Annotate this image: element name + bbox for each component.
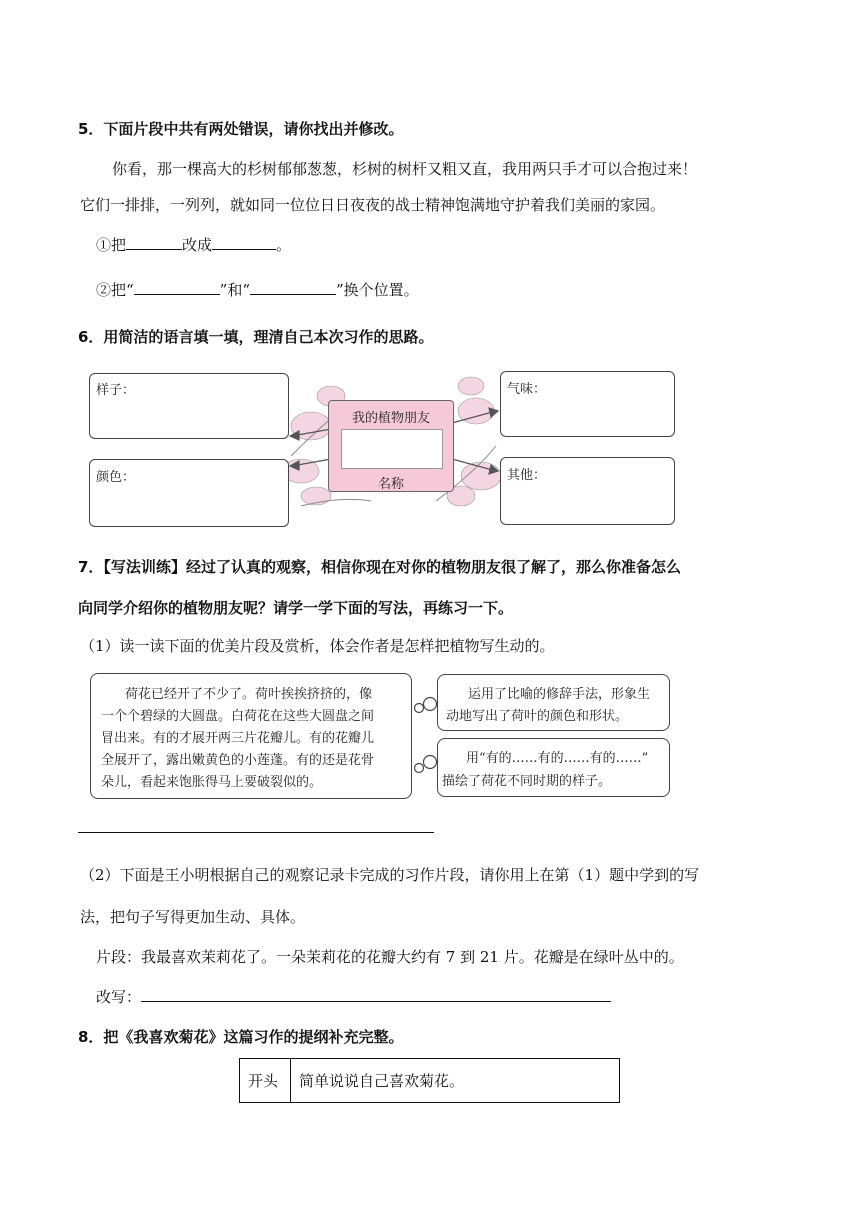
q6-title: 6．用简洁的语言填一填，理清自己本次习作的思路。 (78, 328, 434, 346)
q5-paragraph-line2: 它们一排排，一列列，就如同一位位日日夜夜的战士精神饱满地守护着我们美丽的家园。 (80, 196, 666, 214)
box-other-label: 其他： (507, 468, 547, 483)
box-other[interactable] (500, 457, 675, 525)
fix1-blank-to[interactable] (212, 235, 276, 250)
passage-box (90, 673, 412, 799)
table-row (240, 1059, 620, 1103)
note-parallel-line: 用“有的……有的……有的……” (466, 751, 649, 766)
q7-sub2-line1: （2）下面是王小明根据自己的观察记录卡完成的习作片段，请你用上在第（1）题中学到的写 (80, 866, 700, 884)
fix1-prefix: ①把 (96, 236, 127, 254)
outline-row-content[interactable]: 简单说说自己喜欢菊花。 (291, 1059, 620, 1103)
q7-rewrite (96, 986, 611, 1007)
q7-title-line1: 7．【写法训练】经过了认真的观察，相信你现在对你的植物朋友很了解了，那么你准备怎么 (78, 558, 681, 576)
q8-title: 8．把《我喜欢菊花》这篇习作的提纲补充完整。 (78, 1028, 404, 1046)
passage-line: 冒出来。有的才展开两三片花瓣儿。有的花瓣儿 (101, 731, 375, 746)
box-smell[interactable] (500, 371, 675, 437)
q7-sub1: （1）读一读下面的优美片段及赏析，体会作者是怎样把植物写生动的。 (80, 637, 555, 655)
box-color-label: 颜色： (96, 470, 136, 485)
passage-line: 朵儿，看起来饱胀得马上要破裂似的。 (101, 775, 323, 790)
rewrite-blank[interactable] (141, 987, 611, 1002)
box-appearance[interactable] (89, 373, 289, 439)
fix1-blank-from[interactable] (126, 235, 182, 250)
q5-fix1 (96, 234, 291, 255)
box-color[interactable] (89, 459, 289, 527)
center-card-title: 我的植物朋友 (351, 411, 430, 426)
center-card (328, 400, 454, 492)
q5-paragraph-line1: 你看，那一棵高大的杉树郁郁葱葱，杉树的树杆又粗又直，我用两只手才可以合抱过来！ (112, 160, 698, 178)
outline-table (239, 1058, 620, 1103)
plant-name-input[interactable] (341, 429, 443, 469)
q7-sub2-line2: 法，把句子写得更加生动、具体。 (80, 908, 306, 926)
q5-title: 5．下面片段中共有两处错误，请你找出并修改。 (78, 120, 404, 138)
rewrite-label: 改写： (96, 988, 142, 1006)
q7-fragment: 片段：我最喜欢茉莉花了。一朵茉莉花的花瓣大约有 7 到 21 片。花瓣是在绿叶丛中的。 (96, 948, 684, 966)
fix2-blank-second[interactable] (250, 280, 336, 295)
q5-fix2 (96, 279, 419, 300)
thought-bubbles (412, 690, 440, 800)
note-parallel (437, 738, 670, 797)
box-appearance-label: 样子： (96, 383, 136, 398)
note-metaphor-line: 运用了比喻的修辞手法，形象生 (468, 687, 651, 702)
box-smell-label: 气味： (507, 382, 547, 397)
q7-title-line2: 向同学介绍你的植物朋友呢？请学一学下面的写法，再练习一下。 (78, 599, 514, 617)
fix2-prefix: ②把“ (96, 281, 134, 299)
outline-row-label: 开头 (240, 1059, 291, 1103)
note-parallel-line: 描绘了荷花不同时期的样子。 (442, 774, 612, 789)
fix2-blank-first[interactable] (134, 280, 220, 295)
center-card-name-label: 名称 (377, 477, 404, 492)
passage-line: 荷花已经开了不少了。荷叶挨挨挤挤的，像 (125, 687, 373, 702)
note-metaphor-line: 动地写出了荷叶的颜色和形状。 (446, 709, 629, 724)
passage-line: 一个个碧绿的大圆盘。白荷花在这些大圆盘之间 (101, 709, 375, 724)
fix1-suffix: 。 (276, 236, 292, 254)
note-metaphor (437, 674, 670, 731)
fix1-mid: 改成 (182, 236, 213, 254)
fix2-mid: ”和“ (219, 281, 251, 299)
passage-line: 全展开了，露出嫩黄色的小莲蓬。有的还是花骨 (101, 753, 375, 768)
q7-answer-line[interactable] (78, 832, 434, 833)
fix2-suffix: ”换个位置。 (336, 281, 419, 299)
